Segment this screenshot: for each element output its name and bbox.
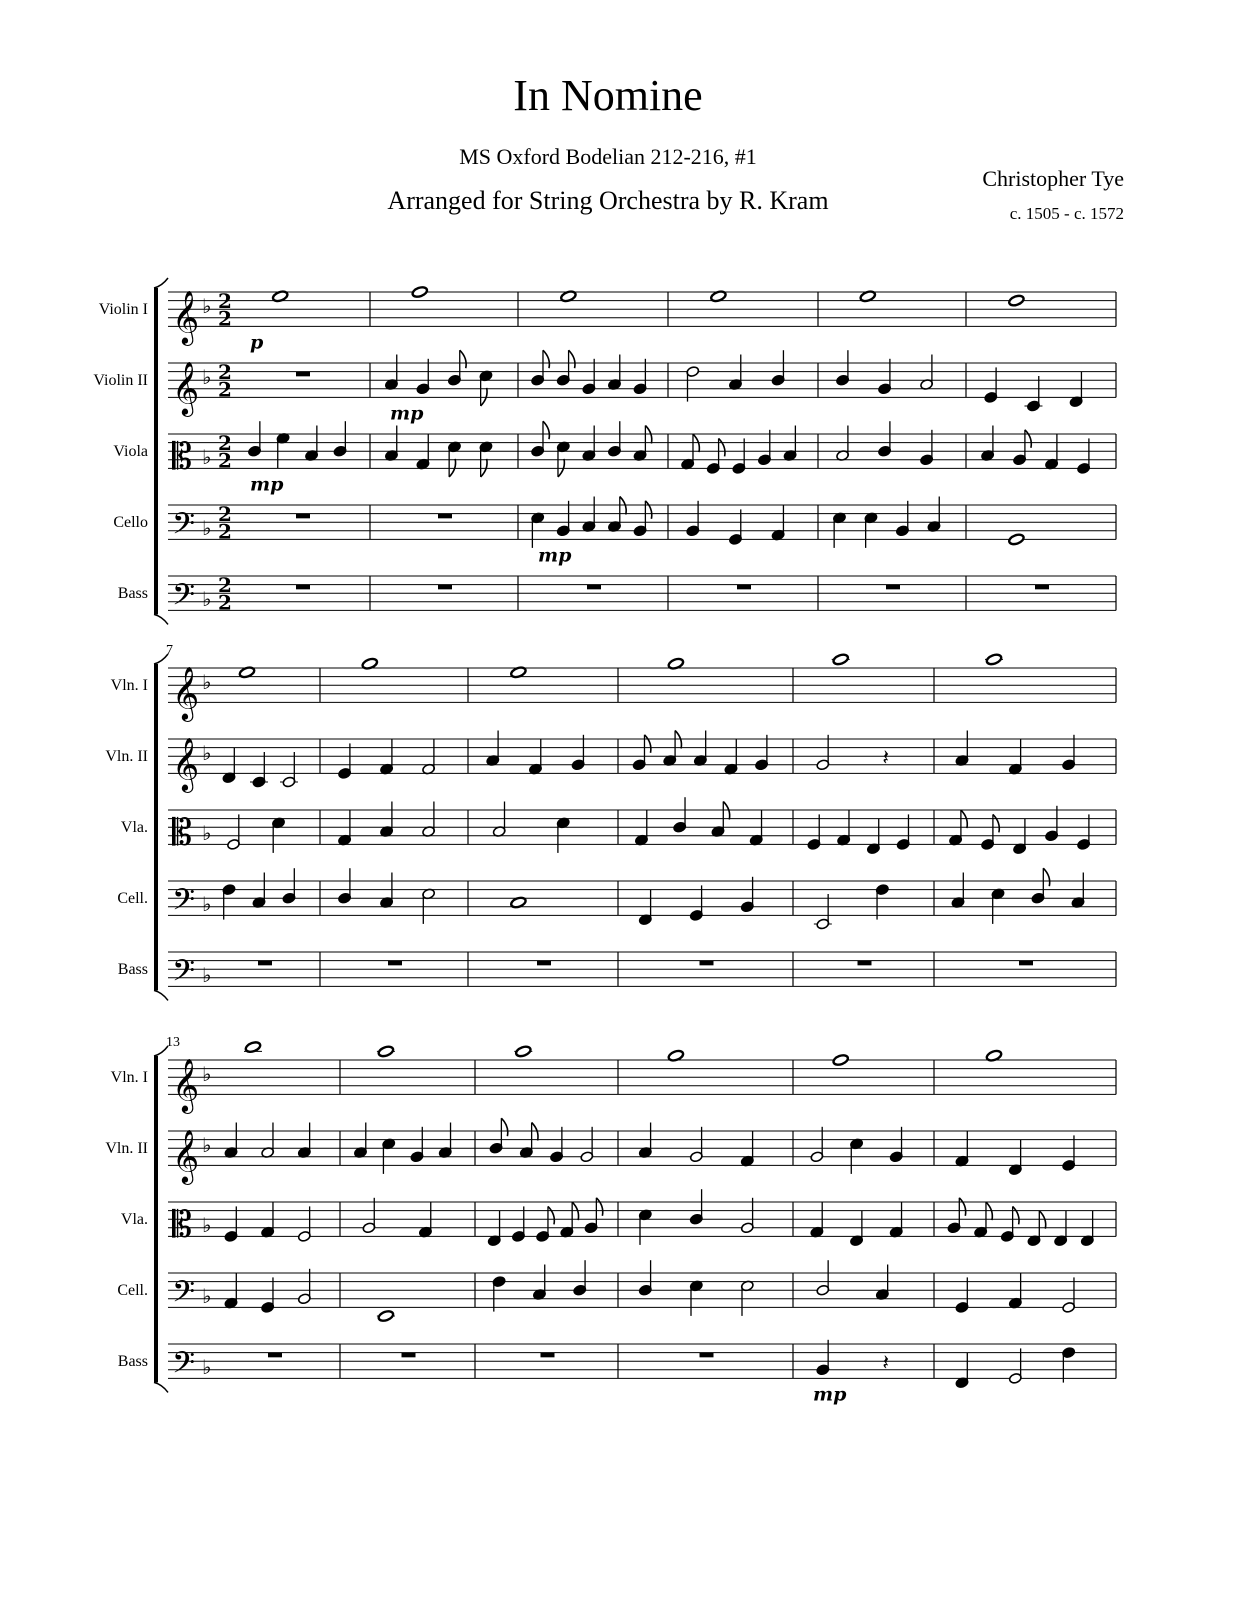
dynamic-marking: p (250, 331, 264, 354)
whole-note (1008, 533, 1025, 546)
bracket-top-hook (154, 278, 168, 288)
whole-rest-icon (1019, 961, 1033, 966)
dynamic-marking: mp (538, 544, 572, 567)
whole-note (986, 653, 1003, 666)
system-1 (93, 278, 1116, 624)
staff-vln-i (111, 1041, 1116, 1114)
instrument-label: Vla. (120, 1211, 148, 1229)
instrument-label: Viola (113, 443, 148, 461)
flat-key-signature-icon: ♭ (202, 891, 212, 916)
eighth-flag (644, 735, 650, 753)
whole-rest-icon (296, 514, 310, 519)
flat-key-signature-icon: ♭ (202, 741, 212, 766)
system-bracket (154, 664, 158, 990)
whole-rest-icon (402, 1353, 416, 1358)
whole-rest-icon (541, 1353, 555, 1358)
whole-rest-icon (388, 961, 402, 966)
system-bracket (154, 1056, 158, 1382)
whole-rest-icon (438, 514, 452, 519)
bass-clef-icon: 𝄢 (172, 1275, 196, 1317)
treble-clef-icon: 𝄞 (172, 665, 200, 720)
eighth-flag (645, 501, 651, 519)
score-title: In Nomine (513, 71, 703, 120)
quarter-rest-icon: 𝄽 (882, 1350, 890, 1376)
instrument-label: Vln. II (105, 748, 148, 766)
flat-key-signature-icon: ♭ (202, 1212, 212, 1237)
flat-key-signature-icon: ♭ (202, 586, 212, 611)
staff-viola (113, 421, 1116, 477)
flat-key-signature-icon: ♭ (202, 444, 212, 469)
flat-key-signature-icon: ♭ (202, 365, 212, 390)
instrument-label: Violin II (93, 372, 148, 390)
eighth-flag (543, 350, 549, 368)
instrument-label: Cello (113, 514, 148, 532)
eighth-flag (993, 814, 999, 832)
staff-vln-i (111, 653, 1116, 722)
whole-rest-icon (296, 585, 310, 590)
time-signature-top: 2 (218, 360, 232, 385)
time-signature-bottom: 2 (218, 590, 232, 615)
flat-key-signature-icon: ♭ (202, 1062, 212, 1087)
flat-key-signature-icon: ♭ (202, 962, 212, 987)
whole-rest-icon (700, 1353, 714, 1358)
staff-bass (118, 1340, 1116, 1389)
treble-clef-icon: 𝄞 (172, 1057, 200, 1112)
instrument-label: Bass (117, 961, 148, 979)
whole-rest-icon (587, 585, 601, 590)
system-3 (105, 1035, 1116, 1405)
quarter-rest-icon: 𝄽 (882, 745, 890, 771)
flat-key-signature-icon: ♭ (202, 1133, 212, 1158)
instrument-label: Vln. I (110, 1069, 148, 1087)
alto-clef-icon: 𝄡 (172, 1204, 193, 1246)
time-signature-bottom: 2 (218, 306, 232, 331)
treble-clef-icon: 𝄞 (172, 736, 200, 791)
time-signature-top: 2 (218, 431, 232, 456)
treble-clef-icon: 𝄞 (172, 1128, 200, 1183)
whole-rest-icon (258, 961, 272, 966)
instrument-label: Violin I (98, 301, 148, 319)
eighth-flag (1013, 1206, 1019, 1224)
composer-name: Christopher Tye (982, 166, 1124, 191)
whole-rest-icon (858, 961, 872, 966)
measure-number: 13 (166, 1035, 180, 1050)
whole-note (377, 1045, 394, 1058)
flat-key-signature-icon: ♭ (202, 1354, 212, 1379)
eighth-flag (501, 1118, 507, 1136)
whole-rest-icon (700, 961, 714, 966)
whole-rest-icon (886, 585, 900, 590)
staff-vln-ii (105, 1118, 1116, 1184)
flat-key-signature-icon: ♭ (202, 294, 212, 319)
bracket-bottom-hook (154, 1382, 168, 1392)
time-signature-bottom: 2 (218, 519, 232, 544)
treble-clef-icon: 𝄞 (172, 289, 200, 344)
whole-note (515, 1045, 532, 1058)
whole-note (832, 1053, 849, 1066)
staff-cello (113, 497, 1116, 549)
dynamic-marking: mp (813, 1383, 847, 1406)
staff-vln-ii (105, 731, 1116, 793)
instrument-label: Bass (117, 585, 148, 603)
eighth-flag (959, 1198, 965, 1216)
staff-bass (118, 573, 1116, 619)
alto-clef-icon: 𝄡 (172, 812, 193, 854)
alto-clef-icon: 𝄡 (172, 436, 193, 478)
bass-clef-icon: 𝄢 (172, 507, 196, 549)
flat-key-signature-icon: ♭ (202, 820, 212, 845)
measure-number: 7 (166, 643, 173, 658)
composer-dates: c. 1505 - c. 1572 (1009, 204, 1124, 223)
whole-rest-icon (438, 585, 452, 590)
bass-clef-icon: 𝄢 (172, 954, 196, 996)
eighth-flag (543, 421, 549, 439)
dynamic-marking: mp (390, 402, 424, 425)
staff-vla- (121, 797, 1116, 854)
system-bracket (154, 288, 158, 614)
bass-clef-icon: 𝄢 (172, 883, 196, 925)
whole-rest-icon (537, 961, 551, 966)
eighth-flag (1025, 430, 1031, 448)
instrument-label: Vln. II (105, 1140, 148, 1158)
instrument-label: Vln. I (110, 677, 148, 695)
instrument-label: Vla. (120, 819, 148, 837)
staff-vla- (121, 1189, 1116, 1246)
staff-cell- (117, 1260, 1116, 1322)
time-signature-top: 2 (218, 289, 232, 314)
staff-violin-ii (93, 350, 1116, 416)
time-signature-bottom: 2 (218, 448, 232, 473)
arranger-credit: Arranged for String Orchestra by R. Kram (387, 186, 829, 215)
whole-note (832, 653, 849, 666)
bass-clef-icon: 𝄢 (172, 1346, 196, 1388)
time-signature-bottom: 2 (218, 377, 232, 402)
treble-clef-icon: 𝄞 (172, 360, 200, 415)
dynamic-marking: mp (250, 473, 284, 496)
bracket-bottom-hook (154, 614, 168, 624)
bracket-bottom-hook (154, 990, 168, 1000)
eighth-flag (569, 350, 575, 368)
eighth-flag (460, 350, 466, 368)
staff-cell- (117, 868, 1116, 930)
flat-key-signature-icon: ♭ (202, 515, 212, 540)
eighth-flag (548, 1206, 554, 1224)
time-signature-top: 2 (218, 502, 232, 527)
eighth-flag (719, 438, 725, 456)
whole-rest-icon (1035, 585, 1049, 590)
eighth-flag (596, 1198, 602, 1216)
source-manuscript: MS Oxford Bodelian 212-216, #1 (459, 144, 757, 169)
whole-note (411, 285, 428, 298)
eighth-flag (1043, 868, 1049, 886)
flat-key-signature-icon: ♭ (202, 1283, 212, 1308)
whole-note (1008, 294, 1025, 307)
instrument-label: Cell. (117, 1282, 148, 1300)
whole-rest-icon (296, 372, 310, 377)
whole-note (377, 1309, 394, 1322)
instrument-label: Bass (117, 1353, 148, 1371)
time-signature-top: 2 (218, 573, 232, 598)
whole-rest-icon (737, 585, 751, 590)
instrument-label: Cell. (117, 890, 148, 908)
system-2 (105, 643, 1116, 1000)
whole-rest-icon (268, 1353, 282, 1358)
bass-clef-icon: 𝄢 (172, 578, 196, 620)
staff-bass (118, 952, 1116, 995)
flat-key-signature-icon: ♭ (202, 670, 212, 695)
